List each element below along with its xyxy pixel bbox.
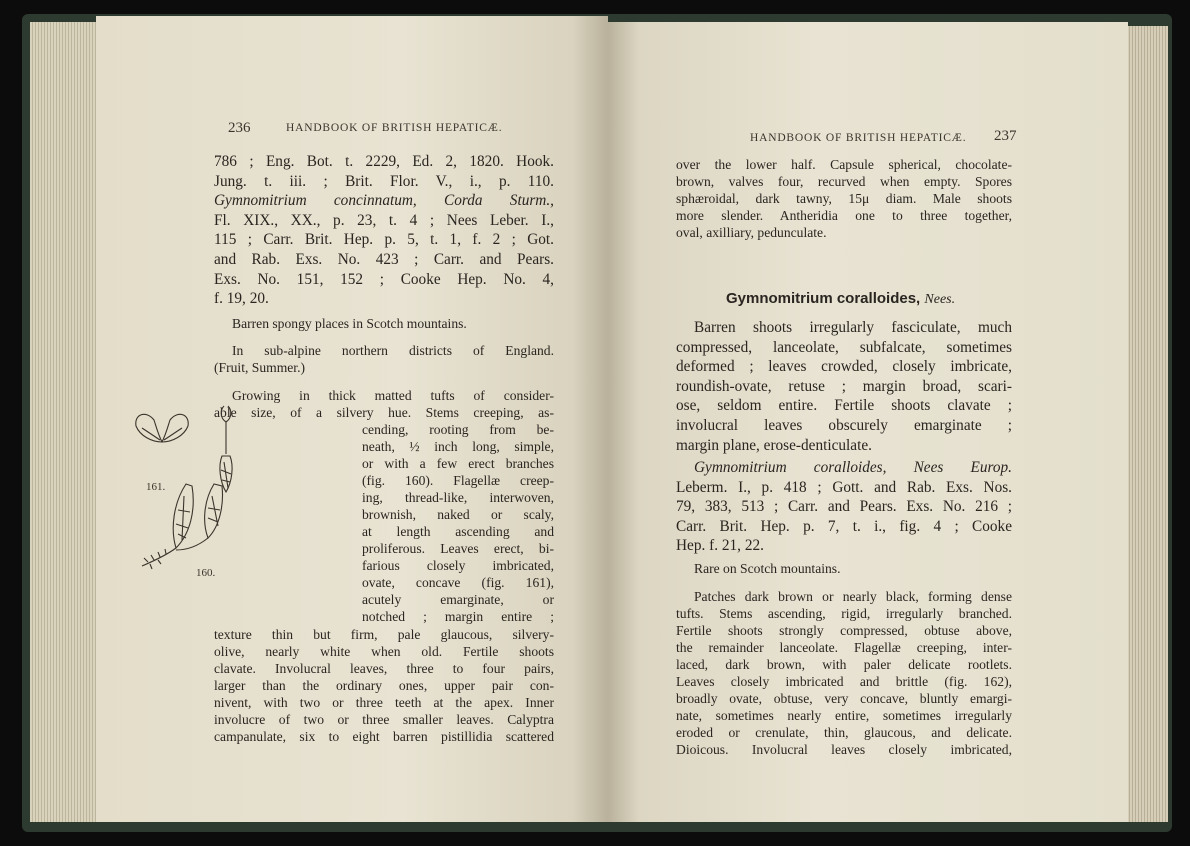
right-page-number: 237 <box>994 128 1017 144</box>
species-author: Nees. <box>924 292 956 307</box>
fig-161-label: 161. <box>146 481 166 493</box>
right-final-description: Patches dark brown or nearly black, forming dense tufts. Stems ascending, rigid, irregularly branched. Fertile shoots strongly compressed, obtuse above, the remainder lanceolate. Flagellæ creeping, inter- laced, dark brown, with paler delicate rootlets. Leaves closely imbricated and brittle (fig. 162), broadly ovate, obtuse, very concave, bluntly emargi- nate, sometimes nearly entire, sometimes irregularly eroded or crenulate, thin, glaucous, and delicate. Dioicous. Involucral leaves closely imbricated, <box>676 589 1012 757</box>
right-description: Barren shoots irregularly fasciculate, much compressed, lanceolate, subfalcate, sometimes deformed ; leaves crowded, closely imbricate, roundish-ovate, retuse ; margin broad, scari- ose, seldom entire. Fertile shoots clavate ; involucral leaves obscurely emarginate ; margin plane, erose-denticulate. <box>676 319 1012 454</box>
right-running-head: HANDBOOK OF BRITISH HEPATICÆ. <box>750 132 967 144</box>
left-habitat-1: Barren spongy places in Scotch mountains. <box>232 316 467 331</box>
ref-line: 115 ; Carr. Brit. Hep. p. 5, t. 1, f. 2 ; Got. <box>214 231 554 249</box>
right-references: Gymnomitrium coralloides, Nees Europ. Leberm. I., p. 418 ; Gott. and Rab. Exs. Nos. 79, 383, 513 ; Carr. and Pears. Exs. No. 216 ; Carr. Brit. Hep. p. 7, t. i., fig. 4 ; Cooke Hep. f. 21, 22. <box>676 459 1012 555</box>
left-description: Growing in thick matted tufts of consider- able size, of a silvery hue. Stems creeping, as- <box>214 388 554 420</box>
species-heading <box>726 290 955 308</box>
ref-line: Jung. t. iii. ; Brit. Flor. V., i., p. 110. <box>214 172 554 190</box>
right-continuation: over the lower half. Capsule spherical, chocolate- brown, valves four, recurved when empty. Spores sphæroidal, dark tawny, 15μ diam. Male shoots more slender. Antheridia one to three together, oval, axilliary, pedunculate. <box>676 157 1012 240</box>
left-description-rest: texture thin but firm, pale glaucous, silvery- olive, nearly white when old. Fertile shoots clavate. Involucral leaves, three to four pairs, larger than the ordinary ones, upper pair con- nivent, with two or three teeth at the apex. Inner involucre of two or three smaller leaves. Calyptra campanulate, six to eight barren pistillidia scattered <box>214 627 554 744</box>
fig-161-leaves <box>136 414 188 442</box>
ref-line: f. 19, 20. <box>214 290 269 308</box>
ref-line: Gymnomitrium concinnatum, Corda Sturm., <box>214 192 554 210</box>
page-edges-right <box>1124 26 1168 822</box>
left-page-number: 236 <box>228 120 251 136</box>
left-references <box>214 152 554 309</box>
species-name: Gymnomitrium coralloides, <box>726 290 921 307</box>
fig-160-label: 160. <box>196 567 216 578</box>
ref-line: and Rab. Exs. No. 423 ; Carr. and Pears. <box>214 250 554 268</box>
ref-line: Exs. No. 151, 152 ; Cooke Hep. No. 4, <box>214 270 554 288</box>
left-habitat-2: In sub-alpine northern districts of England. (Fruit, Summer.) <box>214 343 554 375</box>
right-habitat: Rare on Scotch mountains. <box>694 561 841 576</box>
ref-line: 786 ; Eng. Bot. t. 2229, Ed. 2, 1820. Hook. <box>214 153 554 170</box>
right-page <box>608 22 1128 822</box>
ref-line: Fl. XIX., XX., p. 23, t. 4 ; Nees Leber. I., <box>214 211 554 229</box>
plant-illustration <box>128 400 260 578</box>
left-description-wrap: cending, rooting from be- neath, ½ inch long, simple, or with a few erect branches (fig. 160). Flagellæ creep- ing, thread-like, interwoven, brownish, naked or scaly, at length ascending and proliferous. Leaves erect, bi- farious closely imbricated, ovate, concave (fig. 161), acutely emarginate, or notched ; margin entire ; <box>362 422 554 624</box>
left-running-head: HANDBOOK OF BRITISH HEPATICÆ. <box>286 122 503 134</box>
